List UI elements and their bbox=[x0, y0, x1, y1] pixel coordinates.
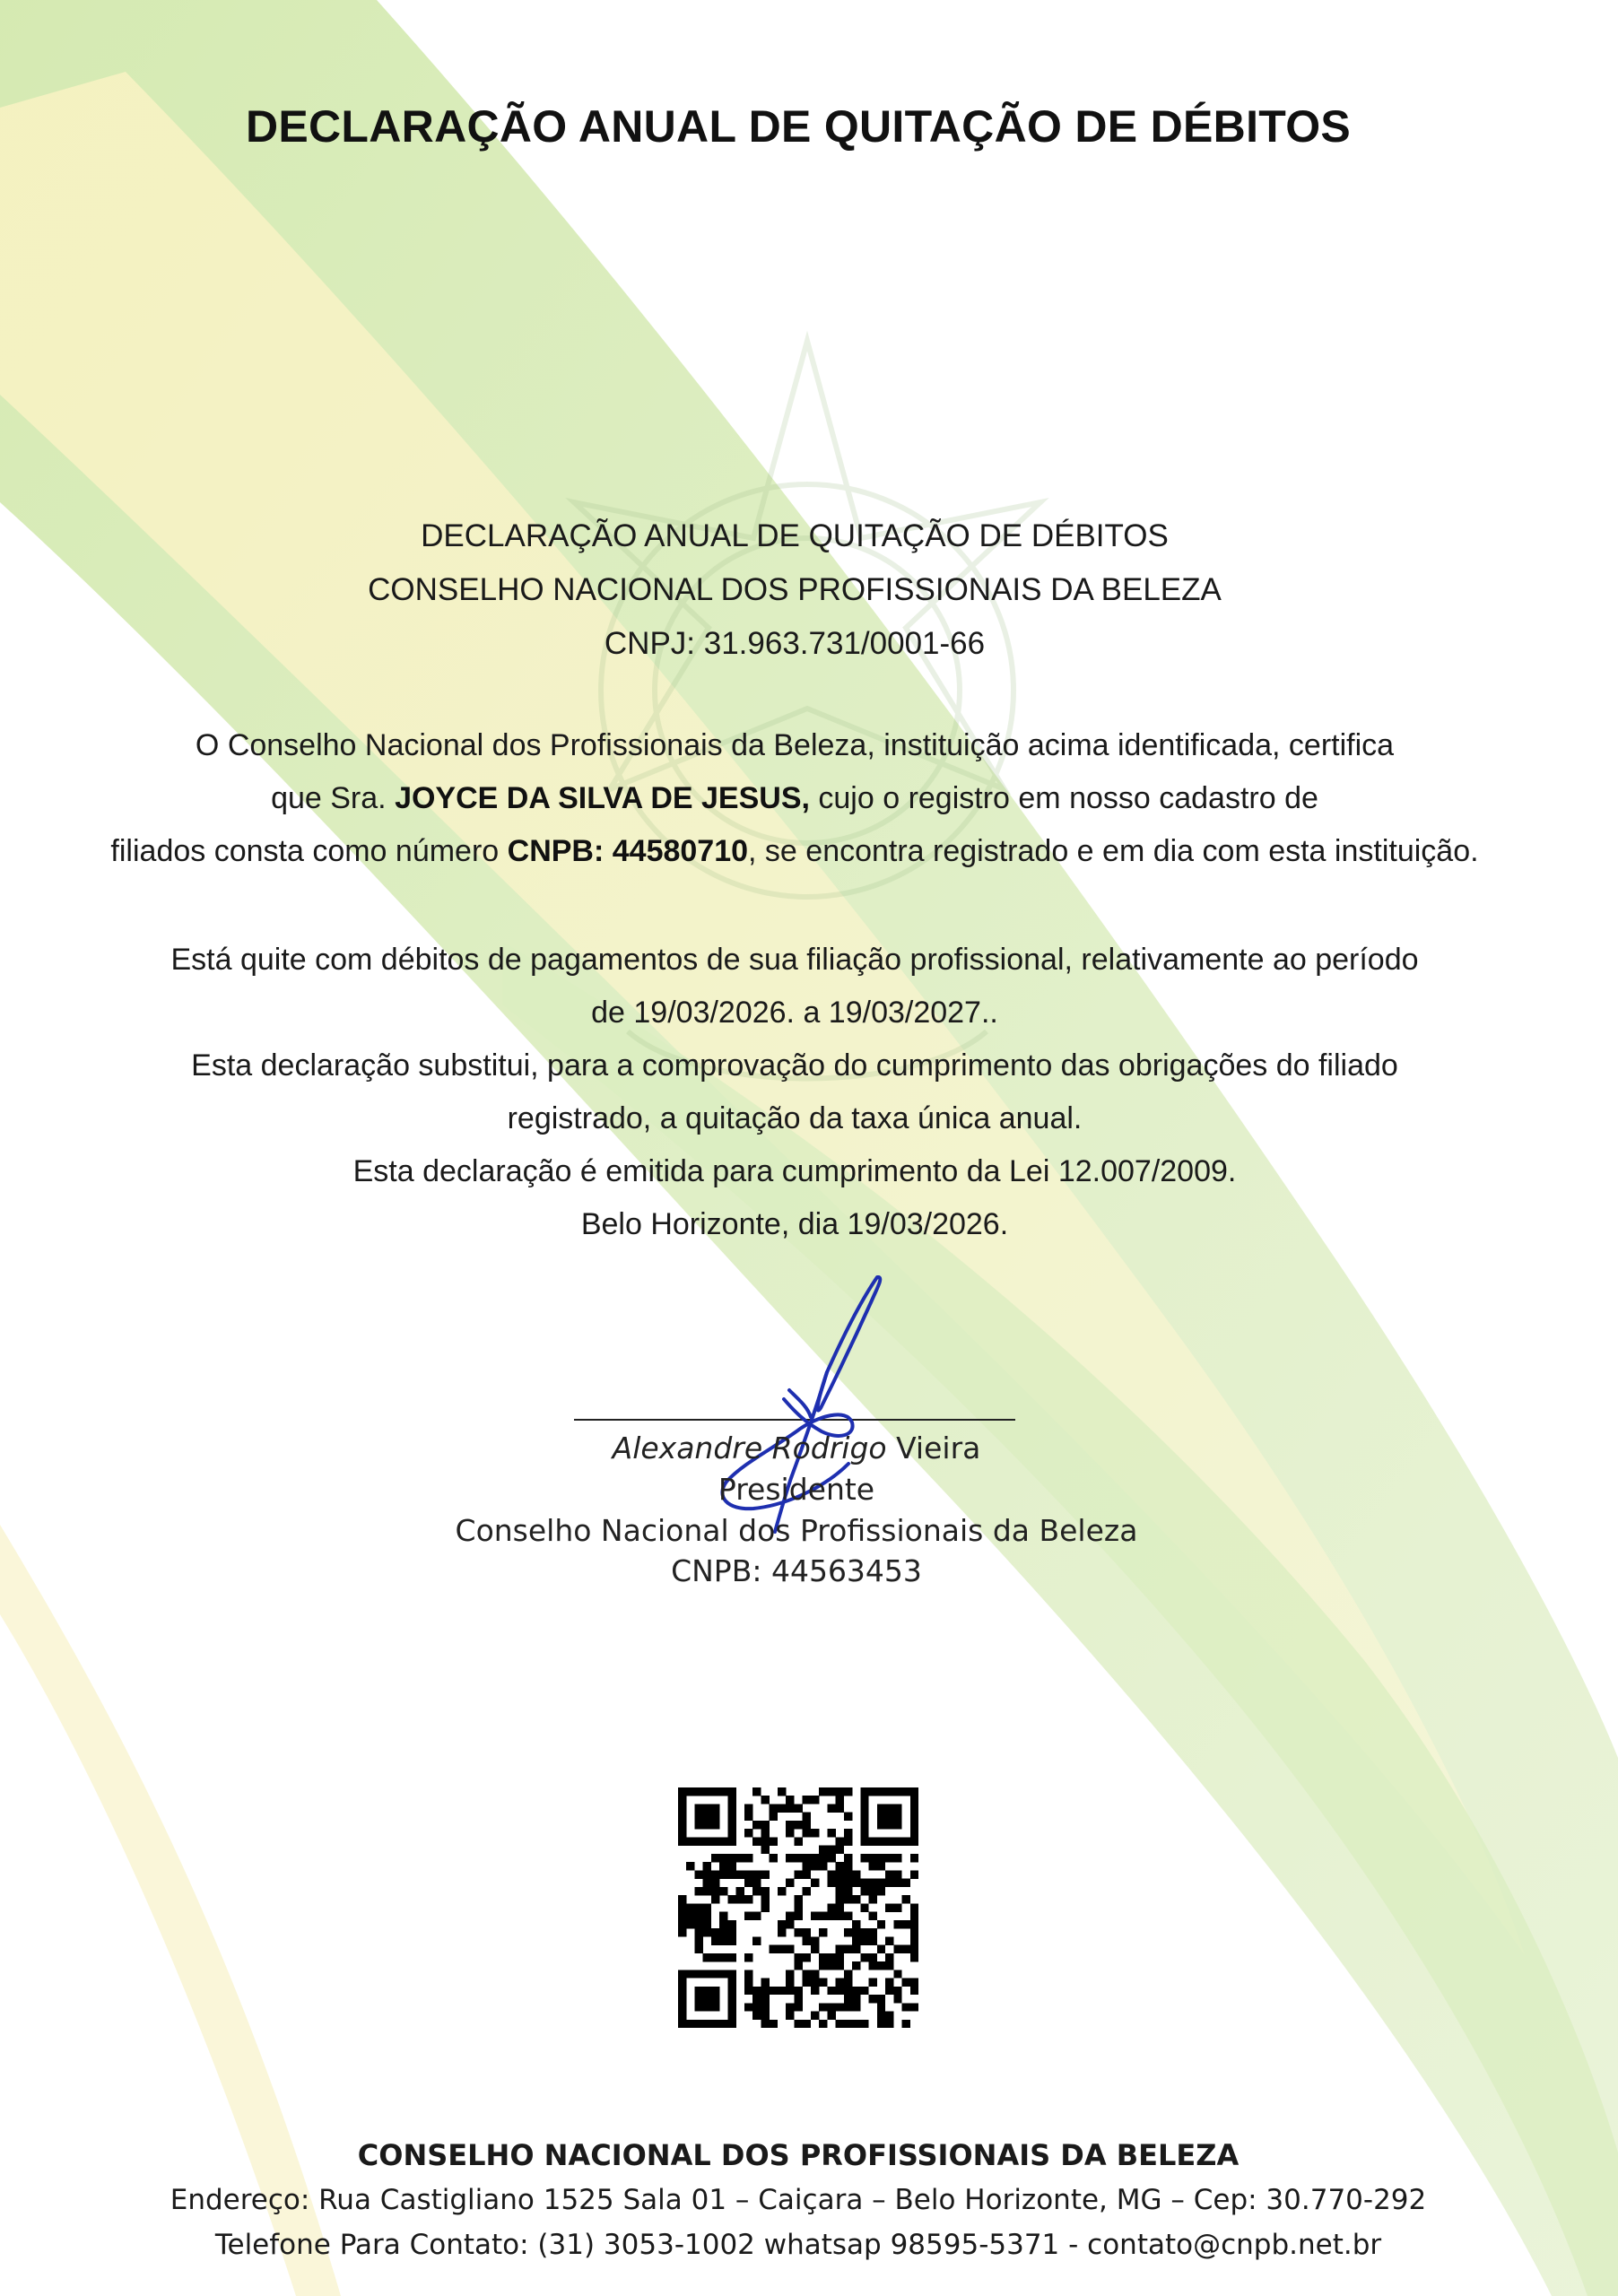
certification-paragraph bbox=[0, 719, 1589, 878]
legal-basis: Esta declaração é emitida para cumprimento da Lei 12.007/2009. bbox=[352, 1154, 1237, 1188]
member-name: JOYCE DA SILVA DE JESUS, bbox=[395, 781, 810, 815]
footer-contact: Telefone Para Contato: (31) 3053-1002 whatsap 98595-5371 - contato@cnpb.net.br bbox=[214, 2229, 1382, 2261]
validity-period: de 19/03/2026. a 19/03/2027.. bbox=[591, 996, 998, 1030]
signatory-role: Presidente bbox=[718, 1472, 875, 1507]
certification-line-3 bbox=[0, 825, 1589, 878]
document-title: DECLARAÇÃO ANUAL DE QUITAÇÃO DE DÉBITOS bbox=[245, 101, 1352, 152]
certification-line-3-suffix: , se encontra registrado e em dia com esta instituição. bbox=[748, 834, 1479, 868]
signatory-organization: Conselho Nacional dos Profissionais da Beleza bbox=[455, 1513, 1138, 1548]
signatory-name-italic: Alexandre Rodrigo bbox=[612, 1431, 887, 1465]
certification-line-1: O Conselho Nacional dos Profissionais da Beleza, instituição acima identificada, certifica bbox=[195, 728, 1395, 762]
certification-line-2 bbox=[0, 772, 1589, 825]
certification-line-2-suffix: cujo o registro em nosso cadastro de bbox=[809, 781, 1318, 815]
certification-line-2-prefix: que Sra. bbox=[271, 781, 396, 815]
signatory-name-rest: Vieira bbox=[886, 1431, 981, 1465]
signatory-name bbox=[0, 1431, 1593, 1465]
validity-line-1: Está quite com débitos de pagamentos de sua filiação profissional, relativamente ao período bbox=[170, 943, 1419, 977]
validity-line-3: Esta declaração substitui, para a comprovação do cumprimento das obrigações do filiado bbox=[191, 1048, 1398, 1083]
institution-header bbox=[0, 509, 1589, 671]
page-footer bbox=[0, 2133, 1596, 2267]
signature-block bbox=[0, 1265, 1618, 1605]
signatory-registration: CNPB: 44563453 bbox=[671, 1553, 922, 1588]
header-cnpj: CNPJ: 31.963.731/0001-66 bbox=[604, 626, 986, 661]
footer-institution-name: CONSELHO NACIONAL DOS PROFISSIONAIS DA BELEZA bbox=[357, 2138, 1240, 2172]
certification-line-3-prefix: filiados consta como número bbox=[110, 834, 508, 868]
header-institution-name: CONSELHO NACIONAL DOS PROFISSIONAIS DA BELEZA bbox=[368, 572, 1222, 607]
validity-line-4: registrado, a quitação da taxa única anual. bbox=[507, 1101, 1083, 1135]
header-declaration-title: DECLARAÇÃO ANUAL DE QUITAÇÃO DE DÉBITOS bbox=[421, 518, 1169, 553]
member-registration: CNPB: 44580710 bbox=[507, 834, 749, 868]
issue-place-date: Belo Horizonte, dia 19/03/2026. bbox=[580, 1207, 1009, 1241]
qr-code[interactable] bbox=[678, 1787, 918, 2028]
validity-paragraph bbox=[0, 934, 1589, 1251]
footer-address: Endereço: Rua Castigliano 1525 Sala 01 – Caiçara – Belo Horizonte, MG – Cep: 30.770-292 bbox=[170, 2184, 1427, 2216]
